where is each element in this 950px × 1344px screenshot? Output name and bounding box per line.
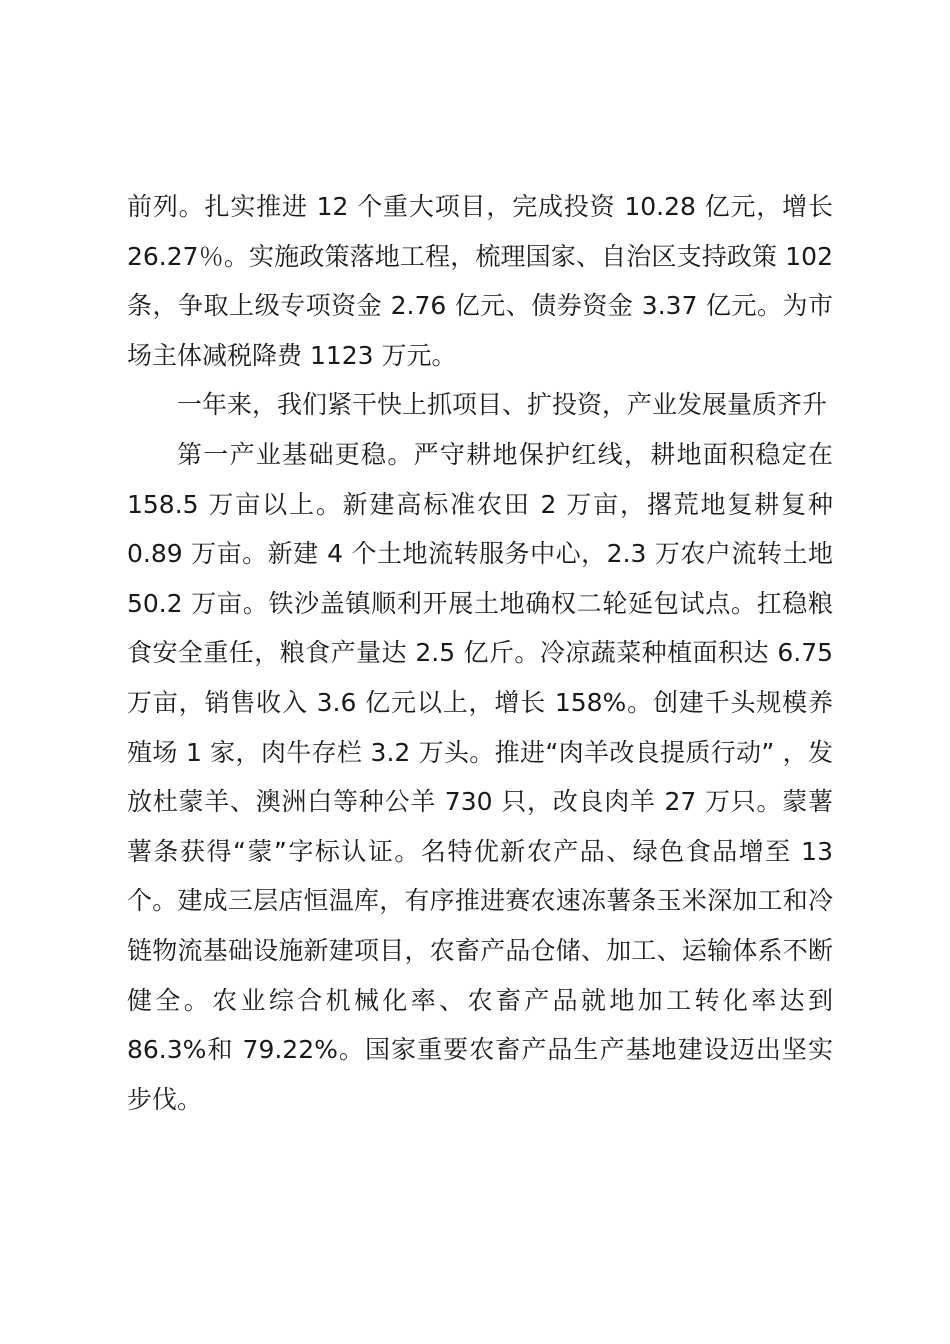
paragraph-continuation: 前列。扎实推进 12 个重大项目，完成投资 10.28 亿元，增长 26.27％。实施政策落地工程，梳理国家、自治区支持政策 102 条，争取上级专项资金 2.76 亿元、债券资金 3.37 亿元。为市场主体减税降费 1123 万元。 bbox=[127, 192, 833, 370]
document-body bbox=[127, 182, 833, 1124]
paragraph-primary-industry: 第一产业基础更稳。严守耕地保护红线，耕地面积稳定在 158.5 万亩以上。新建高标准农田 2 万亩，撂荒地复耕复种 0.89 万亩。新建 4 个土地流转服务中心，2.3 万农户流转土地 50.2 万亩。铁沙盖镇顺利开展土地确权二轮延包试点。扛稳粮食安全重任，粮食产量达 2.5 亿斤。冷凉蔬菜种植面积达 6.75 万亩，销售收入 3.6 亿元以上，增长 158%。创建千头规模养殖场 1 家，肉牛存栏 3.2 万头。推进“肉羊改良提质行动” ，发放杜蒙羊、澳洲白等种公羊 730 只，改良肉羊 27 万只。蒙薯薯条获得“蒙”字标认证。名特优新农产品、绿色食品增至 13 个。建成三层店恒温库，有序推进赛农速冻薯条玉米深加工和冷链物流基础设施新建项目，农畜产品仓储、加工、运输体系不断健全。农业综合机械化率、农畜产品就地加工转化率达到 86.3%和 79.22%。国家重要农畜产品生产基地建设迈出坚实步伐。 bbox=[127, 439, 833, 1114]
paragraph-section-heading: 一年来，我们紧干快上抓项目、扩投资，产业发展量质齐升 bbox=[177, 390, 828, 420]
